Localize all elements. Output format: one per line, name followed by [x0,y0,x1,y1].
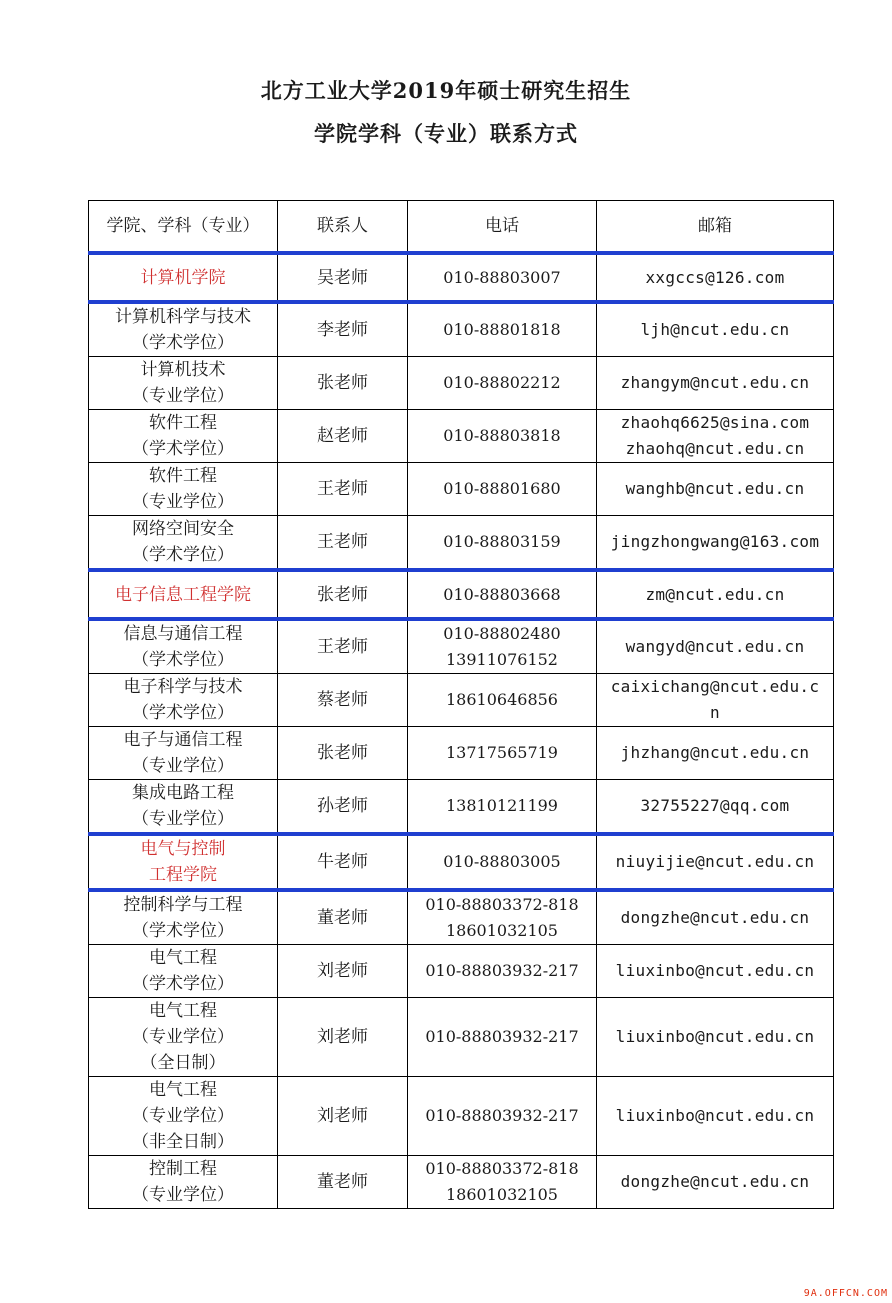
name-line: （专业学位） [132,756,234,776]
email-line: liuxinbo@ncut.edu.cn [615,961,815,980]
name-line: （学术学位） [132,545,234,565]
email-address [597,1077,834,1156]
contact-person: 王老师 [278,516,408,571]
major-name [89,727,278,780]
major-row [89,780,834,835]
college-row [89,253,834,302]
major-name [89,780,278,835]
phone-line: 010-88803005 [443,852,561,871]
email-line: dongzhe@ncut.edu.cn [620,908,810,927]
phone-line: 010-88801680 [443,479,561,498]
name-line: （学术学位） [132,921,234,941]
major-name [89,619,278,674]
name-line: 信息与通信工程 [123,624,243,644]
major-row [89,302,834,357]
college-name [89,253,278,302]
email-line: wanghb@ncut.edu.cn [625,479,805,498]
major-row [89,1156,834,1209]
phone-number [408,570,597,619]
name-line: 控制科学与工程 [123,895,243,915]
email-address [597,945,834,998]
email-address [597,410,834,463]
email-line: wangyd@ncut.edu.cn [625,637,805,656]
email-line: zhangym@ncut.edu.cn [620,373,810,392]
header-email: 邮箱 [597,201,834,254]
email-address [597,1156,834,1209]
major-name [89,890,278,945]
header-contact: 联系人 [278,201,408,254]
email-address [597,357,834,410]
contact-person: 刘老师 [278,998,408,1077]
phone-number [408,1156,597,1209]
major-name [89,1077,278,1156]
name-line: 工程学院 [149,865,217,885]
phone-number [408,674,597,727]
contact-person: 刘老师 [278,1077,408,1156]
phone-number [408,516,597,571]
contact-person: 刘老师 [278,945,408,998]
name-line: （专业学位） [132,1106,234,1126]
phone-number [408,780,597,835]
major-row [89,619,834,674]
email-line: niuyijie@ncut.edu.cn [615,852,815,871]
name-line: 电子科学与技术 [123,677,243,697]
major-row [89,727,834,780]
contact-person: 王老师 [278,619,408,674]
phone-number [408,1077,597,1156]
major-name [89,998,278,1077]
phone-line: 18601032105 [446,1185,558,1204]
email-line: dongzhe@ncut.edu.cn [620,1172,810,1191]
phone-line: 010-88803932-217 [425,1027,579,1046]
contact-person: 张老师 [278,570,408,619]
name-line: 电气工程 [149,1001,217,1021]
document-subtitle: 学院学科（专业）联系方式 [314,121,578,146]
major-row [89,998,834,1077]
name-line: 网络空间安全 [132,519,234,539]
table-header-row [89,201,834,254]
college-name [89,834,278,890]
name-line: （非全日制） [132,1132,234,1152]
watermark: 9A.OFFCN.COM [803,1288,888,1299]
header-phone: 电话 [408,201,597,254]
email-address [597,516,834,571]
name-line: 电子信息工程学院 [115,584,251,605]
contact-person: 赵老师 [278,410,408,463]
email-line: jhzhang@ncut.edu.cn [620,743,810,762]
phone-number [408,727,597,780]
phone-number [408,302,597,357]
major-name [89,302,278,357]
email-line: jingzhongwang@163.com [610,532,820,551]
contact-person: 张老师 [278,727,408,780]
phone-line: 010-88803668 [443,584,561,604]
phone-number [408,410,597,463]
phone-number [408,619,597,674]
email-address [597,890,834,945]
major-row [89,945,834,998]
email-line: ljh@ncut.edu.cn [640,320,790,339]
contact-person: 张老师 [278,357,408,410]
phone-line: 010-88802212 [443,373,561,392]
major-name [89,463,278,516]
phone-line: 010-88803818 [443,426,561,445]
email-line: zhaohq6625@sina.com [620,413,810,432]
name-line: （专业学位） [132,1185,234,1205]
name-line: 软件工程 [149,466,217,486]
phone-line: 010-88803007 [443,267,561,287]
phone-line: 13911076152 [446,650,558,669]
major-name [89,674,278,727]
name-line: 计算机学院 [140,267,226,288]
college-name [89,570,278,619]
phone-number [408,998,597,1077]
name-line: （专业学位） [132,809,234,829]
major-name [89,1156,278,1209]
email-line: liuxinbo@ncut.edu.cn [615,1027,815,1046]
major-name [89,516,278,571]
email-line: zhaohq@ncut.edu.cn [625,439,805,458]
phone-number [408,253,597,302]
name-line: 控制工程 [149,1159,217,1179]
contact-person: 孙老师 [278,780,408,835]
phone-line: 13810121199 [446,796,558,815]
email-address [597,619,834,674]
phone-line: 18601032105 [446,921,558,940]
email-address [597,998,834,1077]
name-line: （全日制） [140,1053,226,1073]
phone-line: 010-88803372-818 [425,895,579,914]
name-line: （学术学位） [132,333,234,353]
name-line: （学术学位） [132,439,234,459]
contact-person: 王老师 [278,463,408,516]
name-line: 计算机科学与技术 [115,307,251,327]
contact-person: 董老师 [278,1156,408,1209]
name-line: 电气工程 [149,1080,217,1100]
phone-number [408,890,597,945]
email-line: zm@ncut.edu.cn [645,584,785,604]
name-line: 电气与控制 [140,839,226,859]
phone-line: 010-88802480 [443,624,561,643]
email-address [597,780,834,835]
major-row [89,357,834,410]
phone-number [408,463,597,516]
college-row [89,834,834,890]
email-address [597,834,834,890]
name-line: （学术学位） [132,650,234,670]
email-address [597,253,834,302]
document-title: 北方工业大学2019年硕士研究生招生 [260,78,632,103]
phone-line: 010-88803932-217 [425,961,579,980]
name-line: 计算机技术 [140,360,226,380]
email-address [597,302,834,357]
phone-number [408,945,597,998]
contact-person: 蔡老师 [278,674,408,727]
name-line: （专业学位） [132,386,234,406]
major-row [89,516,834,571]
header-college: 学院、学科（专业） [89,201,278,254]
name-line: 电子与通信工程 [123,730,243,750]
contact-person: 董老师 [278,890,408,945]
contact-person: 牛老师 [278,834,408,890]
major-name [89,410,278,463]
email-address [597,463,834,516]
contact-table [88,200,834,1209]
major-row [89,410,834,463]
phone-number [408,834,597,890]
email-line: xxgccs@126.com [645,267,785,287]
phone-number [408,357,597,410]
contact-person: 吴老师 [278,253,408,302]
email-address [597,570,834,619]
email-line: n [710,703,720,722]
email-address [597,727,834,780]
phone-line: 010-88803372-818 [425,1159,579,1178]
phone-line: 18610646856 [446,690,558,709]
name-line: 软件工程 [149,413,217,433]
email-line: caixichang@ncut.edu.c [610,677,820,696]
phone-line: 010-88801818 [443,320,561,339]
email-line: 32755227@qq.com [640,796,790,815]
name-line: （学术学位） [132,974,234,994]
name-line: （专业学位） [132,1027,234,1047]
major-row [89,1077,834,1156]
contact-person: 李老师 [278,302,408,357]
college-row [89,570,834,619]
major-row [89,890,834,945]
email-line: liuxinbo@ncut.edu.cn [615,1106,815,1125]
email-address [597,674,834,727]
name-line: （专业学位） [132,492,234,512]
major-row [89,674,834,727]
major-row [89,463,834,516]
phone-line: 010-88803159 [443,532,561,551]
phone-line: 13717565719 [446,743,558,762]
major-name [89,945,278,998]
name-line: 集成电路工程 [132,783,234,803]
phone-line: 010-88803932-217 [425,1106,579,1125]
name-line: 电气工程 [149,948,217,968]
name-line: （学术学位） [132,703,234,723]
major-name [89,357,278,410]
